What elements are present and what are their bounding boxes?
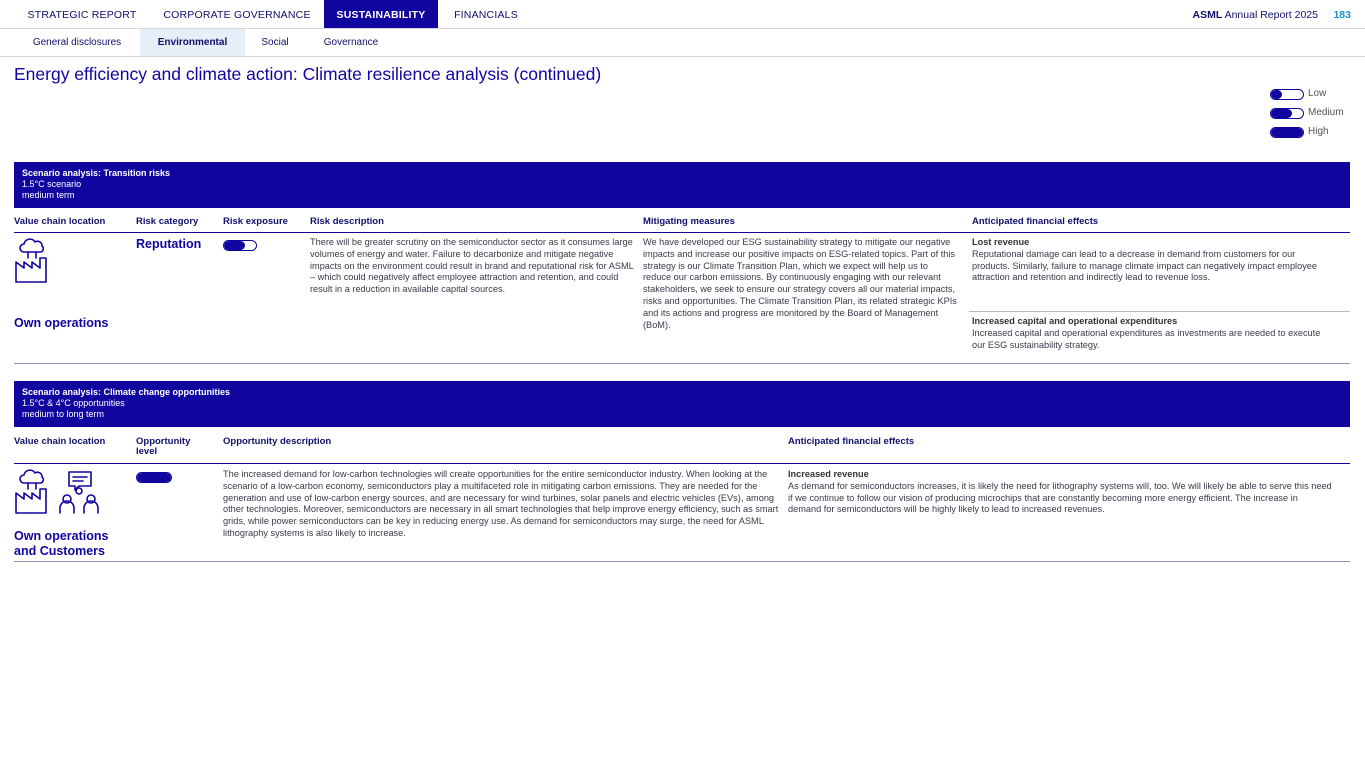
risk-exposure-pill bbox=[223, 240, 257, 251]
opportunity-level-pill bbox=[136, 472, 172, 483]
level-pill-low bbox=[1270, 89, 1304, 100]
transition-risks-header bbox=[14, 162, 1350, 208]
effect-title: Increased revenue bbox=[788, 469, 869, 479]
subtab-environmental[interactable]: Environmental bbox=[140, 29, 245, 56]
effect-text: Increased capital and operational expenditures as investments are needed to execute our ESG sustainability strategy. bbox=[972, 327, 1321, 350]
legend-label-high: High bbox=[1308, 126, 1329, 137]
subtab-social[interactable]: Social bbox=[261, 37, 289, 48]
col-opportunity-level-line2: level bbox=[136, 446, 158, 457]
tab-sustainability[interactable]: SUSTAINABILITY bbox=[324, 0, 438, 28]
section-scenario: 1.5°C & 4°C opportunities bbox=[22, 398, 125, 408]
factory-cloud-icon bbox=[14, 469, 50, 515]
top-navigation bbox=[0, 0, 1365, 29]
col-risk-description: Risk description bbox=[310, 216, 384, 227]
tab-corporate-governance[interactable]: CORPORATE GOVERNANCE bbox=[163, 9, 311, 21]
col-risk-category: Risk category bbox=[136, 216, 199, 227]
level-fill bbox=[137, 473, 171, 482]
divider bbox=[14, 232, 1350, 233]
effect-title: Increased capital and operational expenditures bbox=[972, 316, 1178, 326]
page-number: 183 bbox=[1333, 9, 1351, 21]
level-fill bbox=[1271, 90, 1282, 99]
level-pill-high bbox=[1270, 127, 1304, 138]
risk-category-reputation: Reputation bbox=[136, 237, 202, 251]
col-value-chain-location: Value chain location bbox=[14, 436, 106, 447]
page-title: Energy efficiency and climate action: Climate resilience analysis (continued) bbox=[14, 64, 602, 84]
subtab-governance[interactable]: Governance bbox=[323, 37, 379, 48]
report-brand bbox=[1193, 0, 1319, 30]
divider bbox=[14, 463, 1350, 464]
opportunity-description-text: The increased demand for low-carbon technologies will create opportunities for the entire semiconductor industry. When looking at the scenario of a low-carbon economy, semiconductors play a multifaceted role in mitigating carbon emissions. They are needed for the generation and use of low-carbon energy sources, and are necessary for wind turbines, solar panels and electric vehicles (EVs), among other technologies. Moreover, semiconductors are necessary in all smart technologies that help improve energy efficiency, such as smart grids, while power semiconductors can be key in reducing energy use. As demand for semiconductors may surge, the need for ASML lithography systems is also likely to increase. bbox=[223, 469, 779, 538]
brand-rest: Annual Report 2025 bbox=[1222, 9, 1318, 21]
level-pill-medium bbox=[1270, 108, 1304, 119]
opportunities-header bbox=[14, 381, 1350, 427]
legend-label-low: Low bbox=[1308, 88, 1327, 99]
tab-strategic-report[interactable]: STRATEGIC REPORT bbox=[27, 9, 137, 21]
effect-text: Reputational damage can lead to a decrease in demand from customers for our products. Similarly, failure to manage climate impact can negatively impact employee attraction and retention and indirectly lead to revenue loss. bbox=[972, 248, 1318, 283]
col-risk-exposure: Risk exposure bbox=[223, 216, 288, 227]
location-line2: and Customers bbox=[14, 544, 105, 558]
col-opportunity-description: Opportunity description bbox=[223, 436, 332, 447]
legend-label-medium: Medium bbox=[1308, 107, 1344, 118]
effect-title: Lost revenue bbox=[972, 237, 1030, 247]
sub-navigation bbox=[0, 29, 1365, 57]
effect-text: As demand for semiconductors increases, it is likely the need for lithography systems will, too. We will likely be able to serve this need if we continue to follow our vision of producing microchips that are constantly becoming more energy efficient. The increase in demand for semiconductors will be highly likely to lead to increased revenues. bbox=[788, 480, 1332, 515]
col-financial-effects: Anticipated financial effects bbox=[972, 216, 1099, 227]
col-value-chain-location: Value chain location bbox=[14, 216, 106, 227]
level-fill bbox=[1271, 128, 1303, 137]
factory-cloud-icon bbox=[14, 238, 50, 284]
section-title: Scenario analysis: Transition risks bbox=[22, 168, 171, 178]
col-mitigating-measures: Mitigating measures bbox=[643, 216, 735, 227]
divider bbox=[969, 311, 1350, 312]
risk-description-text: There will be greater scrutiny on the semiconductor sector as it consumes large volumes of energy and water. Failure to decarbonize and mitigate negative impacts on the environment could result in brand and reputational risk for ASML – which could negatively affect employee attraction and retention, and could result in a reduction in available capital sources. bbox=[310, 237, 634, 295]
location-own-operations: Own operations bbox=[14, 316, 109, 330]
level-fill bbox=[224, 241, 245, 250]
brand-bold: ASML bbox=[1192, 9, 1223, 21]
section-scenario: 1.5°C scenario bbox=[22, 179, 82, 189]
section-title: Scenario analysis: Climate change opportunities bbox=[22, 387, 231, 397]
tab-financials[interactable]: FINANCIALS bbox=[454, 9, 518, 21]
location-own-operations-customers bbox=[14, 529, 108, 559]
level-fill bbox=[1271, 109, 1292, 118]
subtab-general-disclosures[interactable]: General disclosures bbox=[32, 37, 122, 48]
section-term: medium term bbox=[22, 190, 75, 200]
divider bbox=[14, 561, 1350, 562]
effect-increased-capex bbox=[972, 316, 1332, 351]
effect-lost-revenue bbox=[972, 237, 1332, 284]
col-opportunity-level-line1: Opportunity bbox=[136, 436, 191, 447]
location-line1: Own operations bbox=[14, 529, 109, 543]
col-opportunity-level bbox=[136, 437, 190, 457]
mitigating-measures-text: We have developed our ESG sustainability strategy to mitigate our negative impacts and increase our positive impacts on ESG-related topics. Part of this strategy is our Climate Transition Plan, which we expect will help us to reduce our carbon emissions. By continuously engaging with our relevant stakeholders, we seek to ensure our strategy covers all our material impacts, risks and opportunities. The Climate Transition Plan, its related strategic KPIs and its actions and progress are monitored by the Board of Management (BoM). bbox=[643, 237, 957, 330]
section-term: medium to long term bbox=[22, 409, 105, 419]
divider bbox=[14, 363, 1350, 364]
customers-icon bbox=[58, 469, 102, 515]
effect-increased-revenue bbox=[788, 469, 1333, 516]
col-financial-effects: Anticipated financial effects bbox=[788, 436, 915, 447]
